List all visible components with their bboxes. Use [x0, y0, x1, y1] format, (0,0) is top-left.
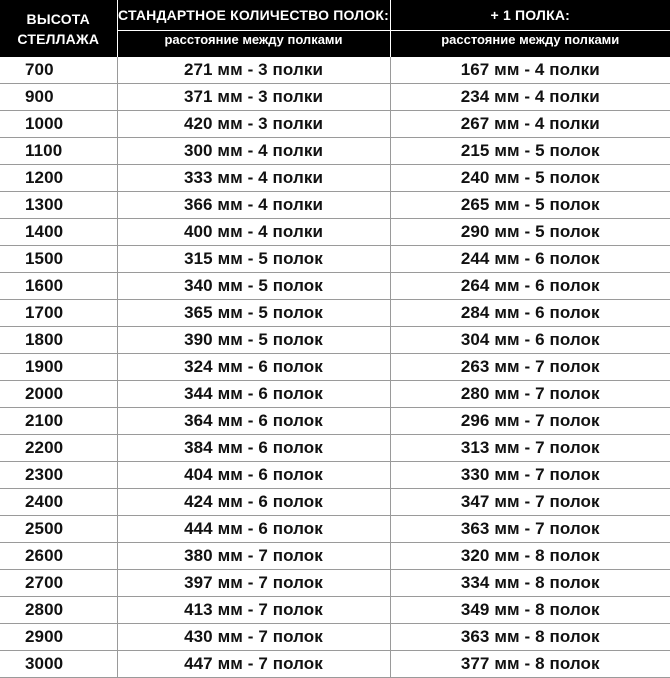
height-cell: 2200: [0, 435, 117, 462]
plus-one-spacing-cell: 215 мм - 5 полок: [390, 138, 670, 165]
standard-spacing-cell: 300 мм - 4 полки: [117, 138, 390, 165]
plus-one-spacing-cell: 304 мм - 6 полок: [390, 327, 670, 354]
height-cell: 1600: [0, 273, 117, 300]
standard-spacing-cell: 400 мм - 4 полки: [117, 219, 390, 246]
plus-one-spacing-cell: 349 мм - 8 полок: [390, 597, 670, 624]
standard-spacing-cell: 364 мм - 6 полок: [117, 408, 390, 435]
plus-one-spacing-cell: 284 мм - 6 полок: [390, 300, 670, 327]
plus-one-spacing-cell: 265 мм - 5 полок: [390, 192, 670, 219]
plus-one-spacing-cell: 234 мм - 4 полки: [390, 84, 670, 111]
table-row: [0, 597, 670, 624]
plus-one-spacing-cell: 363 мм - 8 полок: [390, 624, 670, 651]
table-row: [0, 273, 670, 300]
height-cell: 2500: [0, 516, 117, 543]
table-row: [0, 111, 670, 138]
standard-spacing-cell: 413 мм - 7 полок: [117, 597, 390, 624]
plus-one-spacing-cell: 334 мм - 8 полок: [390, 570, 670, 597]
plus-one-spacing-cell: 330 мм - 7 полок: [390, 462, 670, 489]
standard-spacing-cell: 371 мм - 3 полки: [117, 84, 390, 111]
height-cell: 1200: [0, 165, 117, 192]
header-standard-title: СТАНДАРТНОЕ КОЛИЧЕСТВО ПОЛОК:: [117, 0, 390, 31]
table-row: [0, 381, 670, 408]
table-row: [0, 165, 670, 192]
standard-spacing-cell: 271 мм - 3 полки: [117, 57, 390, 84]
plus-one-spacing-cell: 320 мм - 8 полок: [390, 543, 670, 570]
standard-spacing-cell: 380 мм - 7 полок: [117, 543, 390, 570]
standard-spacing-cell: 324 мм - 6 полок: [117, 354, 390, 381]
standard-spacing-cell: 344 мм - 6 полок: [117, 381, 390, 408]
height-cell: 2900: [0, 624, 117, 651]
plus-one-spacing-cell: 244 мм - 6 полок: [390, 246, 670, 273]
height-cell: 2100: [0, 408, 117, 435]
table-row: [0, 489, 670, 516]
height-cell: 2700: [0, 570, 117, 597]
standard-spacing-cell: 315 мм - 5 полок: [117, 246, 390, 273]
height-cell: 2800: [0, 597, 117, 624]
table-row: [0, 516, 670, 543]
standard-spacing-cell: 397 мм - 7 полок: [117, 570, 390, 597]
plus-one-spacing-cell: 267 мм - 4 полки: [390, 111, 670, 138]
height-cell: 3000: [0, 651, 117, 678]
table-row: [0, 462, 670, 489]
table-row: [0, 327, 670, 354]
table-row: [0, 408, 670, 435]
plus-one-spacing-cell: 296 мм - 7 полок: [390, 408, 670, 435]
standard-spacing-cell: 444 мм - 6 полок: [117, 516, 390, 543]
table-row: [0, 219, 670, 246]
height-cell: 900: [0, 84, 117, 111]
table-body: [0, 57, 670, 678]
standard-spacing-cell: 404 мм - 6 полок: [117, 462, 390, 489]
height-cell: 1900: [0, 354, 117, 381]
height-cell: 1800: [0, 327, 117, 354]
plus-one-spacing-cell: 240 мм - 5 полок: [390, 165, 670, 192]
header-plus-one-title: + 1 ПОЛКА:: [390, 0, 670, 31]
height-cell: 1300: [0, 192, 117, 219]
table-row: [0, 651, 670, 678]
table-row: [0, 435, 670, 462]
standard-spacing-cell: 390 мм - 5 полок: [117, 327, 390, 354]
plus-one-spacing-cell: 377 мм - 8 полок: [390, 651, 670, 678]
plus-one-spacing-cell: 167 мм - 4 полки: [390, 57, 670, 84]
height-cell: 700: [0, 57, 117, 84]
plus-one-spacing-cell: 290 мм - 5 полок: [390, 219, 670, 246]
height-cell: 1400: [0, 219, 117, 246]
table-row: [0, 246, 670, 273]
height-cell: 1100: [0, 138, 117, 165]
standard-spacing-cell: 430 мм - 7 полок: [117, 624, 390, 651]
standard-spacing-cell: 424 мм - 6 полок: [117, 489, 390, 516]
table-row: [0, 192, 670, 219]
table-row: [0, 138, 670, 165]
standard-spacing-cell: 447 мм - 7 полок: [117, 651, 390, 678]
table-row: [0, 300, 670, 327]
table-row: [0, 624, 670, 651]
standard-spacing-cell: 366 мм - 4 полки: [117, 192, 390, 219]
plus-one-spacing-cell: 313 мм - 7 полок: [390, 435, 670, 462]
plus-one-spacing-cell: 263 мм - 7 полок: [390, 354, 670, 381]
height-cell: 1500: [0, 246, 117, 273]
height-cell: 2000: [0, 381, 117, 408]
height-cell: 2600: [0, 543, 117, 570]
standard-spacing-cell: 384 мм - 6 полок: [117, 435, 390, 462]
header-plus-one-subtitle: расстояние между полками: [390, 31, 670, 58]
header-height-cell: [0, 0, 117, 57]
standard-spacing-cell: 365 мм - 5 полок: [117, 300, 390, 327]
table-row: [0, 543, 670, 570]
header-standard-subtitle: расстояние между полками: [117, 31, 390, 58]
header-height-line2: СТЕЛЛАЖА: [17, 30, 100, 47]
standard-spacing-cell: 340 мм - 5 полок: [117, 273, 390, 300]
height-cell: 1700: [0, 300, 117, 327]
plus-one-spacing-cell: 347 мм - 7 полок: [390, 489, 670, 516]
header-height-line1: ВЫСОТА: [26, 10, 90, 27]
plus-one-spacing-cell: 280 мм - 7 полок: [390, 381, 670, 408]
table-header: [0, 0, 670, 57]
plus-one-spacing-cell: 363 мм - 7 полок: [390, 516, 670, 543]
height-cell: 1000: [0, 111, 117, 138]
table-row: [0, 57, 670, 84]
table-row: [0, 84, 670, 111]
height-cell: 2400: [0, 489, 117, 516]
standard-spacing-cell: 333 мм - 4 полки: [117, 165, 390, 192]
plus-one-spacing-cell: 264 мм - 6 полок: [390, 273, 670, 300]
height-cell: 2300: [0, 462, 117, 489]
standard-spacing-cell: 420 мм - 3 полки: [117, 111, 390, 138]
table-row: [0, 354, 670, 381]
table-row: [0, 570, 670, 597]
